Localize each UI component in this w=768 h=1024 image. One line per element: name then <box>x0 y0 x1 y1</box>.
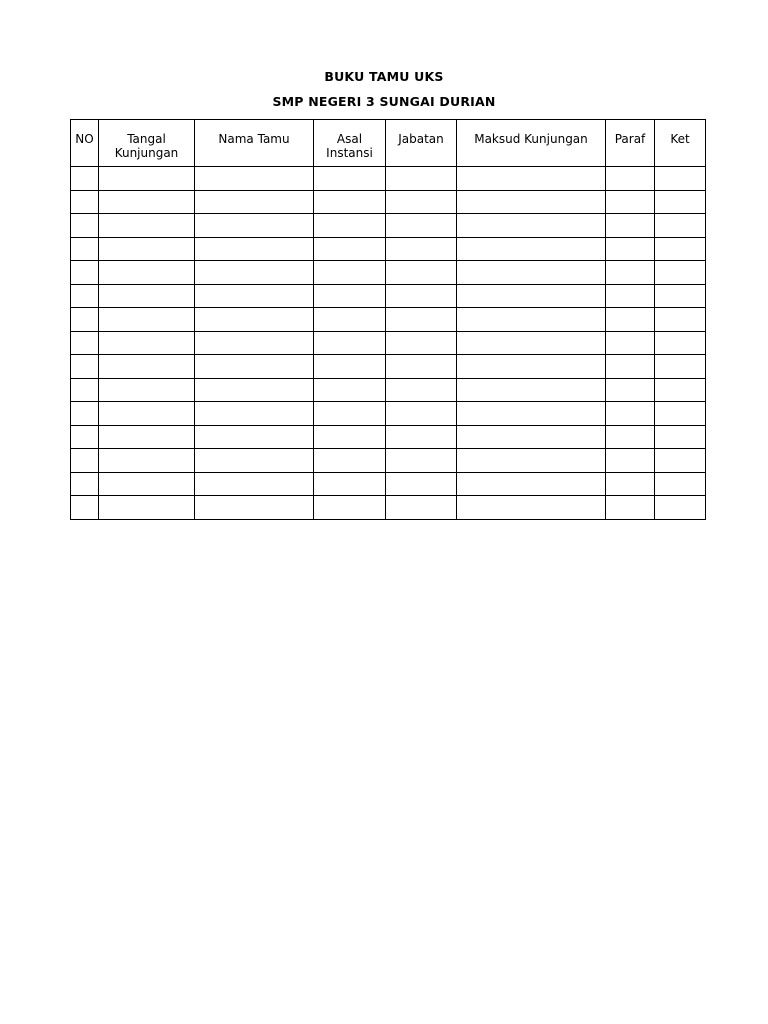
table-cell-jabatan <box>386 214 457 238</box>
table-cell-no <box>71 214 99 238</box>
table-cell-ket <box>655 308 706 332</box>
table-cell-jabatan <box>386 355 457 379</box>
table-cell-ket <box>655 237 706 261</box>
table-row <box>71 355 706 379</box>
table-cell-paraf <box>606 167 655 191</box>
table-cell-asal <box>314 261 386 285</box>
table-cell-paraf <box>606 449 655 473</box>
table-cell-ket <box>655 496 706 520</box>
table-cell-ket <box>655 214 706 238</box>
table-cell-tanggal <box>99 355 195 379</box>
table-cell-jabatan <box>386 167 457 191</box>
table-cell-asal <box>314 425 386 449</box>
table-cell-asal <box>314 378 386 402</box>
table-cell-nama <box>195 402 314 426</box>
table-cell-paraf <box>606 378 655 402</box>
table-cell-jabatan <box>386 284 457 308</box>
table-cell-asal <box>314 237 386 261</box>
table-cell-asal <box>314 331 386 355</box>
table-cell-tanggal <box>99 190 195 214</box>
table-cell-tanggal <box>99 261 195 285</box>
table-cell-nama <box>195 167 314 191</box>
table-row <box>71 496 706 520</box>
table-cell-maksud <box>457 308 606 332</box>
document-title: BUKU TAMU UKS <box>324 69 444 84</box>
table-cell-tanggal <box>99 214 195 238</box>
table-cell-ket <box>655 449 706 473</box>
table-cell-paraf <box>606 425 655 449</box>
table-cell-maksud <box>457 355 606 379</box>
column-header-label: Asal Instansi <box>326 132 373 160</box>
table-cell-no <box>71 331 99 355</box>
table-cell-ket <box>655 167 706 191</box>
table-cell-no <box>71 472 99 496</box>
table-row <box>71 472 706 496</box>
table-cell-jabatan <box>386 308 457 332</box>
table-row <box>71 167 706 191</box>
table-cell-paraf <box>606 261 655 285</box>
table-cell-asal <box>314 167 386 191</box>
table-cell-maksud <box>457 237 606 261</box>
column-header-label: Maksud Kunjungan <box>474 132 588 146</box>
table-cell-jabatan <box>386 472 457 496</box>
column-header-label: Jabatan <box>398 132 444 146</box>
table-row <box>71 402 706 426</box>
column-header-label: NO <box>75 132 94 146</box>
table-cell-ket <box>655 261 706 285</box>
table-cell-tanggal <box>99 284 195 308</box>
column-header-nama-tamu <box>195 120 314 167</box>
table-cell-ket <box>655 402 706 426</box>
table-cell-paraf <box>606 331 655 355</box>
table-cell-paraf <box>606 472 655 496</box>
table-row <box>71 331 706 355</box>
table-cell-paraf <box>606 284 655 308</box>
table-cell-tanggal <box>99 331 195 355</box>
column-header-asal-instansi <box>314 120 386 167</box>
table-header-row <box>71 120 706 167</box>
table-cell-jabatan <box>386 237 457 261</box>
table-cell-no <box>71 190 99 214</box>
table-cell-no <box>71 308 99 332</box>
table-row <box>71 261 706 285</box>
table-cell-tanggal <box>99 425 195 449</box>
table-cell-ket <box>655 284 706 308</box>
table-cell-asal <box>314 449 386 473</box>
table-row <box>71 425 706 449</box>
table-cell-maksud <box>457 378 606 402</box>
column-header-label: Paraf <box>614 132 646 146</box>
table-cell-ket <box>655 355 706 379</box>
table-cell-maksud <box>457 190 606 214</box>
column-header-maksud-kunjungan <box>457 120 606 167</box>
column-header-label: Nama Tamu <box>218 132 290 146</box>
table-cell-nama <box>195 496 314 520</box>
table-cell-maksud <box>457 167 606 191</box>
column-header-no <box>71 120 99 167</box>
table-cell-no <box>71 237 99 261</box>
table-row <box>71 378 706 402</box>
table-cell-no <box>71 425 99 449</box>
table-cell-no <box>71 284 99 308</box>
table-cell-no <box>71 402 99 426</box>
table-cell-asal <box>314 190 386 214</box>
table-cell-no <box>71 449 99 473</box>
table-cell-nama <box>195 355 314 379</box>
table-cell-maksud <box>457 402 606 426</box>
table-cell-no <box>71 355 99 379</box>
table-cell-maksud <box>457 425 606 449</box>
table-cell-nama <box>195 472 314 496</box>
table-cell-maksud <box>457 284 606 308</box>
table-cell-paraf <box>606 214 655 238</box>
table-cell-maksud <box>457 449 606 473</box>
table-row <box>71 308 706 332</box>
table-cell-ket <box>655 378 706 402</box>
column-header-label: Ket <box>670 132 690 146</box>
table-cell-ket <box>655 425 706 449</box>
table-cell-no <box>71 261 99 285</box>
table-cell-tanggal <box>99 472 195 496</box>
table-cell-asal <box>314 308 386 332</box>
table-row <box>71 190 706 214</box>
table-cell-tanggal <box>99 167 195 191</box>
table-cell-paraf <box>606 496 655 520</box>
table-cell-nama <box>195 214 314 238</box>
table-cell-asal <box>314 402 386 426</box>
table-cell-maksud <box>457 496 606 520</box>
table-cell-jabatan <box>386 402 457 426</box>
table-cell-nama <box>195 425 314 449</box>
table-cell-jabatan <box>386 449 457 473</box>
table-cell-paraf <box>606 355 655 379</box>
table-cell-nama <box>195 308 314 332</box>
table-cell-paraf <box>606 237 655 261</box>
table-cell-asal <box>314 355 386 379</box>
table-cell-jabatan <box>386 496 457 520</box>
guest-book-table <box>70 119 706 520</box>
table-cell-paraf <box>606 402 655 426</box>
table-cell-tanggal <box>99 402 195 426</box>
table-cell-asal <box>314 496 386 520</box>
table-cell-tanggal <box>99 449 195 473</box>
table-cell-no <box>71 378 99 402</box>
table-cell-no <box>71 496 99 520</box>
table-cell-nama <box>195 378 314 402</box>
table-cell-nama <box>195 237 314 261</box>
table-cell-ket <box>655 472 706 496</box>
table-row <box>71 237 706 261</box>
column-header-paraf <box>606 120 655 167</box>
table-cell-nama <box>195 331 314 355</box>
table-cell-no <box>71 167 99 191</box>
table-row <box>71 449 706 473</box>
table-cell-nama <box>195 449 314 473</box>
table-body <box>71 167 706 520</box>
table-row <box>71 214 706 238</box>
column-header-tanggal-kunjungan <box>99 120 195 167</box>
table-cell-maksud <box>457 331 606 355</box>
column-header-label: Tangal Kunjungan <box>114 132 179 160</box>
table-cell-tanggal <box>99 496 195 520</box>
column-header-ket <box>655 120 706 167</box>
table-cell-maksud <box>457 214 606 238</box>
table-cell-jabatan <box>386 425 457 449</box>
table-cell-asal <box>314 284 386 308</box>
table-row <box>71 284 706 308</box>
table-cell-nama <box>195 190 314 214</box>
table-cell-jabatan <box>386 331 457 355</box>
document-subtitle: SMP NEGERI 3 SUNGAI DURIAN <box>272 94 496 109</box>
table-cell-tanggal <box>99 378 195 402</box>
table-cell-asal <box>314 214 386 238</box>
table-cell-jabatan <box>386 190 457 214</box>
table-cell-nama <box>195 261 314 285</box>
table-cell-ket <box>655 190 706 214</box>
table-cell-tanggal <box>99 237 195 261</box>
column-header-jabatan <box>386 120 457 167</box>
table-cell-nama <box>195 284 314 308</box>
table-cell-jabatan <box>386 261 457 285</box>
table-cell-maksud <box>457 472 606 496</box>
table-cell-paraf <box>606 190 655 214</box>
table-cell-ket <box>655 331 706 355</box>
table-cell-asal <box>314 472 386 496</box>
table-cell-tanggal <box>99 308 195 332</box>
table-cell-maksud <box>457 261 606 285</box>
table-cell-jabatan <box>386 378 457 402</box>
table-cell-paraf <box>606 308 655 332</box>
